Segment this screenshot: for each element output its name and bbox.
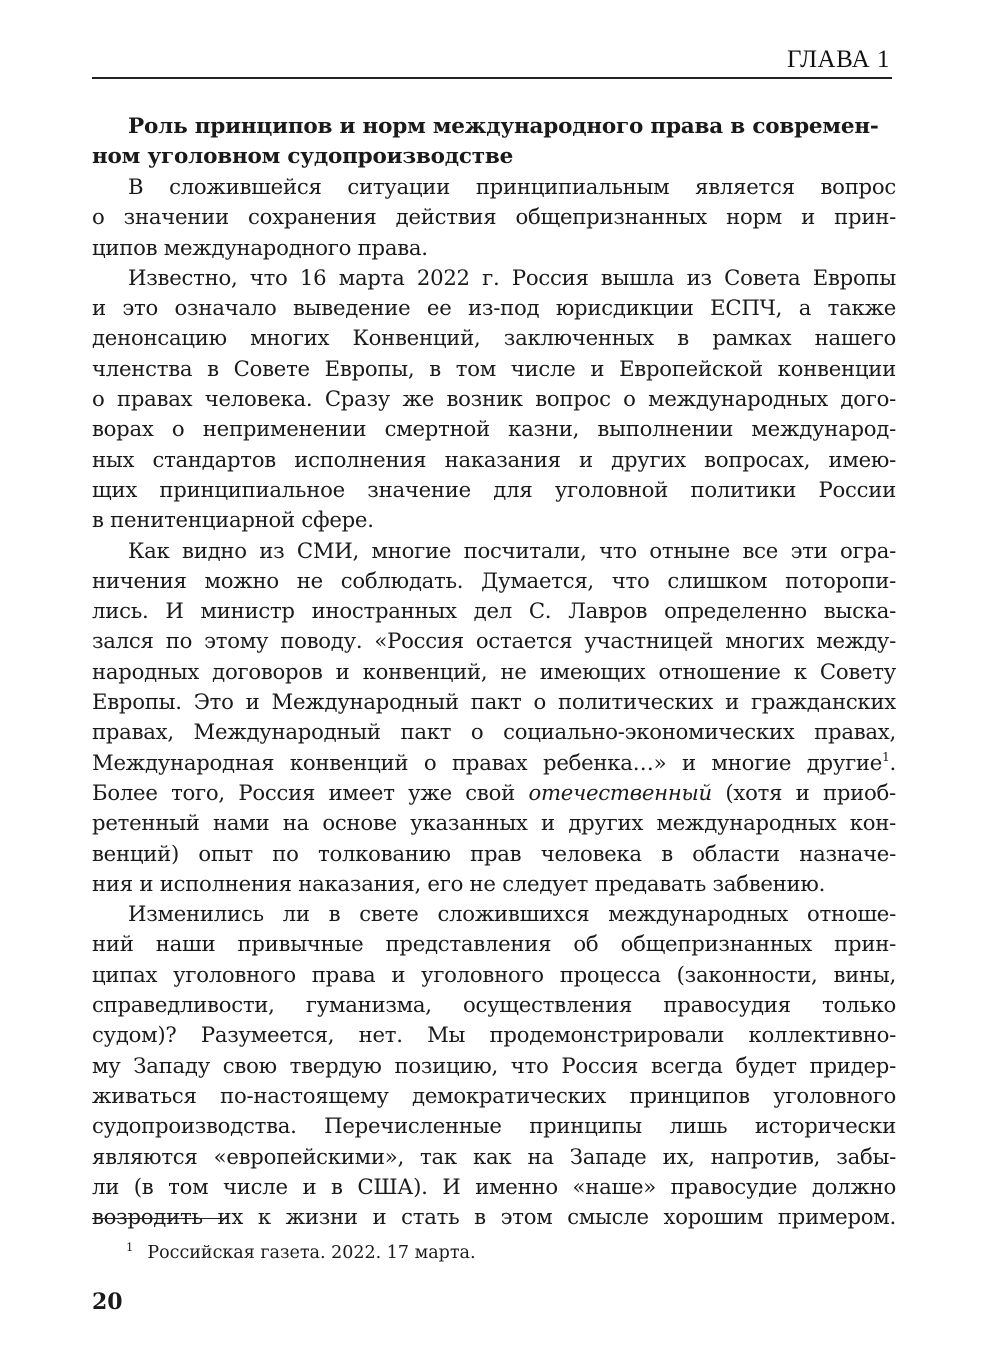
text-line: ципов международного права.	[92, 234, 428, 260]
text-line: живаться по-настоящему демократических принципов уголовного	[92, 1082, 896, 1108]
text-line: щих принципиальное значение для уголовной политики России	[92, 476, 896, 502]
text-line: Европы. Это и Международный пакт о политических и гражданских	[92, 689, 896, 715]
section-heading-line-1: Роль принципов и норм международного права в современ-	[128, 114, 879, 139]
paragraph-2	[92, 263, 896, 536]
italic-emphasis: отечественный	[528, 779, 712, 805]
section-heading-line-2: ном уголовном судопроизводстве	[92, 144, 514, 169]
text-line: правах, Международный пакт о социально-экономических правах,	[92, 719, 896, 745]
text-line: ли (в том числе и в США). И именно «наше» правосудие должно	[92, 1173, 896, 1199]
footnote-mark: 1	[126, 1240, 134, 1254]
footnote-reference[interactable]: 1	[882, 749, 890, 764]
text-line: ных стандартов исполнения наказания и других вопросах, имею-	[92, 446, 896, 472]
text-line: венций) опыт по толкованию прав человека в области назначе-	[92, 840, 896, 866]
text-line: справедливости, гуманизма, осуществления правосудия только	[92, 992, 896, 1018]
text-line: В сложившейся ситуации принципиальным является вопрос	[128, 174, 896, 199]
text-line: зался по этому поводу. «Россия остается участницей многих между-	[92, 628, 896, 654]
text-line: судом)? Разумеется, нет. Мы продемонстрировали коллективно-	[92, 1022, 896, 1048]
text-line: му Западу свою твердую позицию, что Россия всегда будет придер-	[92, 1052, 896, 1078]
text-line: являются «европейскими», так как на Западе их, напротив, забы-	[92, 1143, 896, 1169]
text-line: Известно, что 16 марта 2022 г. Россия вышла из Совета Европы	[128, 264, 896, 290]
text-line: и это означало выведение ее из-под юрисдикции ЕСПЧ, а также	[92, 295, 896, 321]
page-number: 20	[92, 1289, 123, 1315]
text-line: Как видно из СМИ, многие посчитали, что отныне все эти огра-	[128, 537, 896, 563]
text-line: ния и исполнения наказания, его не следует предавать забвению.	[92, 870, 826, 896]
text-line: лись. И министр иностранных дел С. Лавров определенно выска-	[92, 598, 896, 624]
text-line: ничения можно не соблюдать. Думается, что слишком поторопи-	[92, 567, 896, 593]
text-line: членства в Совете Европы, в том числе и Европейской конвенции	[92, 355, 896, 381]
running-head: ГЛАВА 1	[787, 46, 890, 73]
text-line: о правах человека. Сразу же возник вопрос о международных дого-	[92, 386, 896, 412]
text-line: ворах о неприменении смертной казни, выполнении международ-	[92, 416, 896, 442]
header-rule	[92, 77, 892, 79]
text-line: ний наши привычные представления об общепризнанных прин-	[92, 931, 896, 957]
paragraph-3	[92, 536, 896, 900]
text-line-with-footnote	[92, 748, 896, 778]
text-line-with-italic	[92, 778, 896, 808]
text-line: ретенный нами на основе указанных и других международных кон-	[92, 810, 896, 836]
text-segment: .	[889, 749, 896, 775]
text-line: в пенитенциарной сфере.	[92, 507, 374, 533]
paragraph-1	[92, 172, 896, 263]
text-segment: Более того, Россия имеет уже свой	[92, 779, 515, 805]
text-line: Изменились ли в свете сложившихся международных отноше-	[128, 901, 896, 927]
footnote-text: Российская газета. 2022. 17 марта.	[147, 1243, 476, 1263]
text-segment: (хотя и приоб-	[725, 779, 896, 805]
text-line: денонсацию многих Конвенций, заключенных в рамках нашего	[92, 325, 896, 351]
paragraph-4	[92, 899, 896, 1232]
text-line: народных договоров и конвенций, не имеющих отношение к Совету	[92, 658, 896, 684]
body-text	[92, 172, 896, 1232]
text-line: о значении сохранения действия общепризнанных норм и прин-	[92, 204, 896, 230]
text-line: возродить их к жизни и стать в этом смысле хорошим примером.	[92, 1204, 896, 1230]
footnote-rule	[92, 1218, 228, 1219]
text-segment: Международная конвенций о правах ребенка…» и многие другие	[92, 749, 883, 775]
section-heading	[92, 112, 898, 172]
footnote	[126, 1234, 476, 1266]
text-line: судопроизводства. Перечисленные принципы лишь исторически	[92, 1113, 896, 1139]
text-line: ципах уголовного права и уголовного процесса (законности, вины,	[92, 961, 896, 987]
